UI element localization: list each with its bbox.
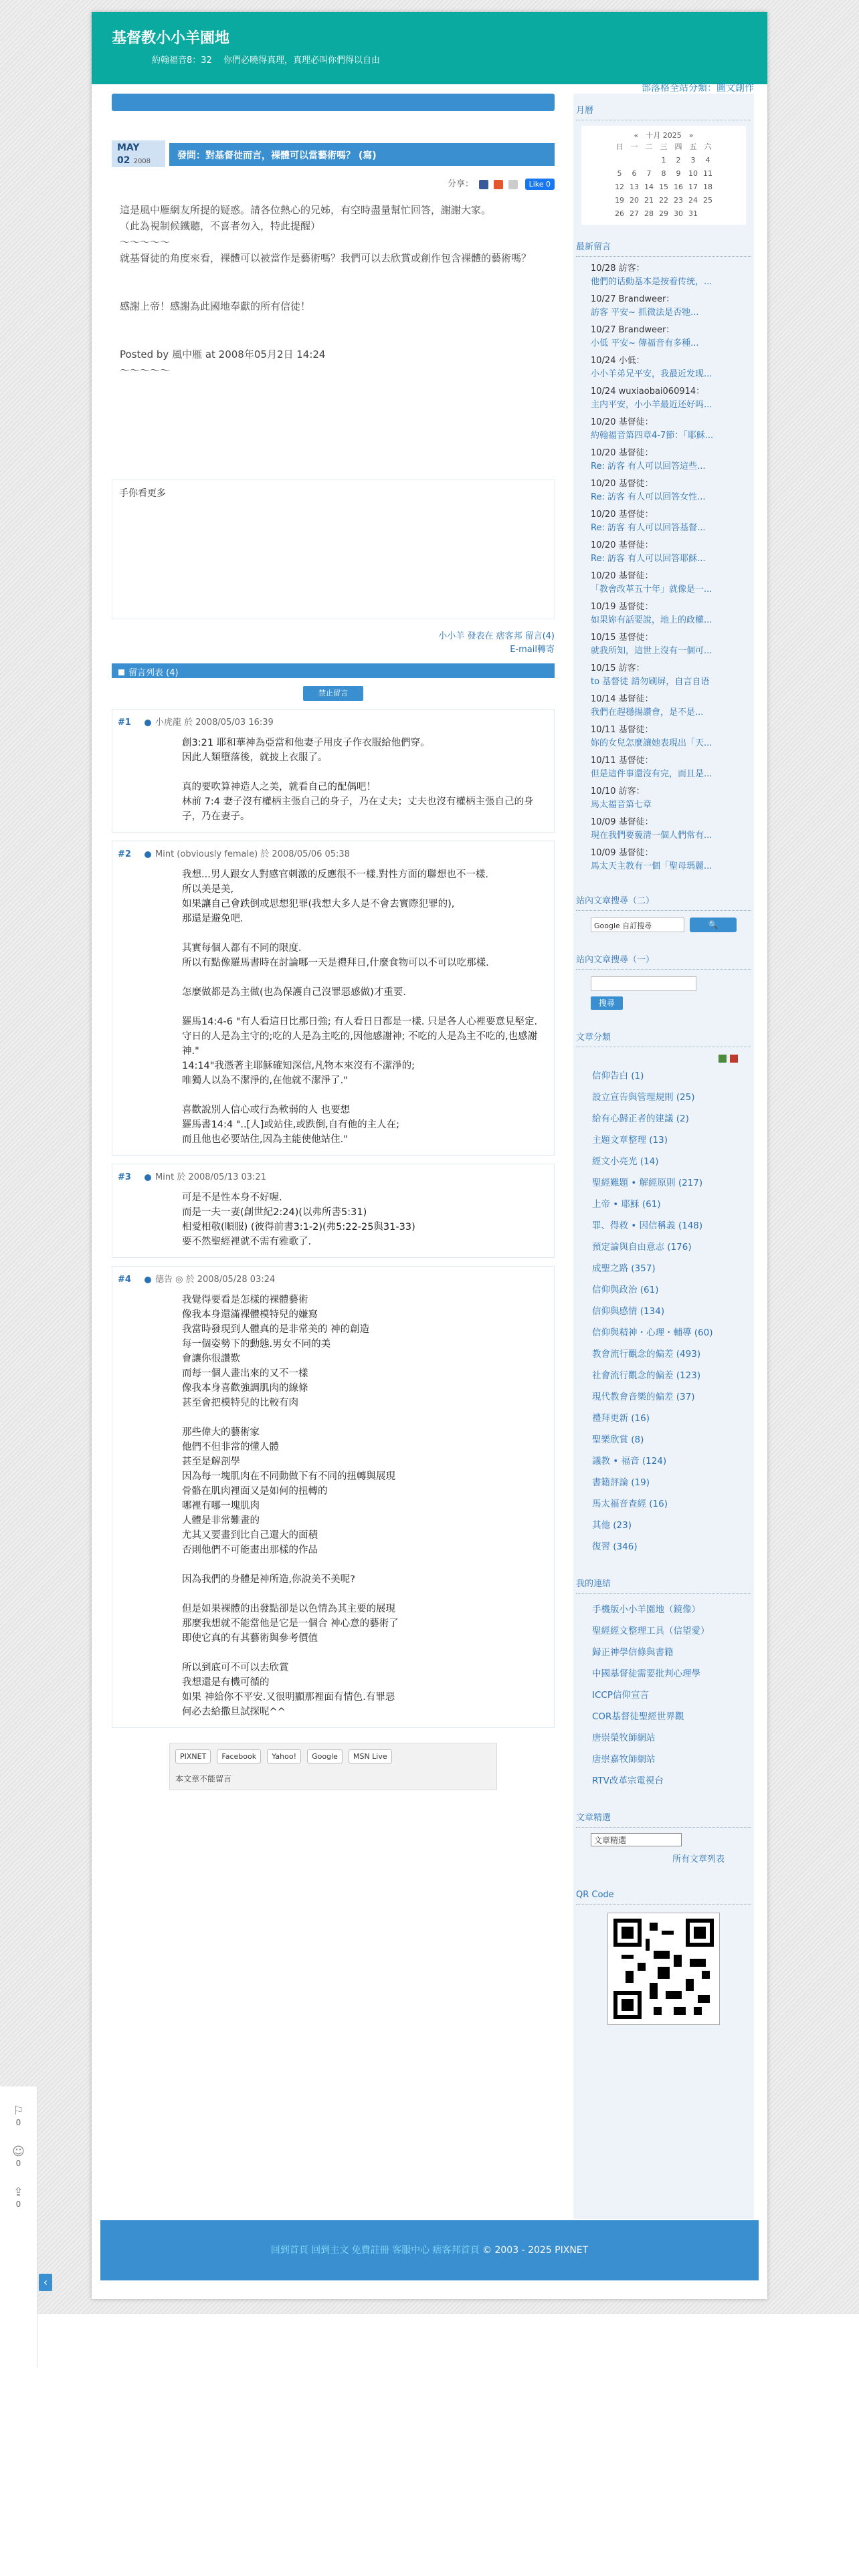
comment-meta: 小虎龍 於 2008/05/03 16:39	[155, 718, 274, 728]
comment-number: #4	[118, 1275, 131, 1285]
blog-link[interactable]: 中國基督徒需要批判心理學	[592, 1669, 700, 1679]
links-list	[592, 1599, 745, 1792]
google-search	[591, 918, 737, 932]
archive-title: 文章精選	[576, 1810, 751, 1828]
post-month: MAY	[117, 142, 140, 153]
sidebar	[573, 94, 754, 2219]
blog-subtitle: 約翰福音8：32 你們必曉得真理，真理必叫你們得以自由	[152, 56, 380, 66]
recent-comment-link[interactable]: 訪客 平安~ 抓微法是否牠...	[591, 308, 699, 318]
recent-comment-link[interactable]: 小低 平安~ 傳福音有多種...	[591, 338, 699, 348]
share-row	[112, 177, 555, 190]
user-icon	[145, 1174, 151, 1181]
share-item[interactable]	[0, 2185, 37, 2209]
reaction-item[interactable]	[0, 2145, 37, 2168]
calendar-weekdays: 日 一 二 三 四 五 六	[615, 142, 712, 151]
recent-comment-link[interactable]: to 基督徒 請勿刷屏，自言自语	[591, 677, 710, 687]
post-paragraph: ～～～～～	[120, 364, 171, 377]
recent-comment-link[interactable]: Re: 訪客 有人可以回答女性...	[591, 492, 706, 502]
recent-comment-link[interactable]: 馬太天主教有一個「聖母瑪麗...	[591, 861, 712, 871]
category-link[interactable]: 信仰與政治 (61)	[592, 1285, 659, 1295]
like-button[interactable]: Like 0	[525, 179, 555, 190]
bookmark-item[interactable]	[0, 2104, 37, 2127]
post-header	[112, 140, 555, 167]
category-link[interactable]: 復習 (346)	[592, 1541, 638, 1552]
blog-header	[92, 12, 767, 94]
user-icon	[145, 851, 151, 858]
calendar-week: 1 2 3 4	[661, 156, 710, 165]
recent-comment-link[interactable]: 馬太福音第七章	[591, 800, 652, 810]
email-forward-link[interactable]: E-mail轉寄	[510, 645, 555, 655]
blog-link[interactable]: 唐崇榮牧師網站	[592, 1733, 656, 1743]
category-link[interactable]: 設立宣告與管理規則 (25)	[592, 1092, 695, 1103]
recent-comment-link[interactable]: Re: 訪客 有人可以回答這些...	[591, 461, 706, 471]
recent-comments-list: 10/28 訪客： 他們的话動基本是按着传统，... 10/27 Brandweer： 訪客 平安~ 抓微法是否牠... 10/27 Brandweer： 小低 平安~ 傳福音有多種... 10/24 小低： 小小羊弟兄平安，我最近发现... 10/24 wuxiaobai060914： 主内平安，小小羊最近还好吗... 10/20 基督徒： 約翰福音第四章4-7節：「耶穌... 10/20 基督徒： Re: 訪客 有人可以回答這些... 10/20 基督徒： Re: 訪客 有人可以回答女性... 10/20 基督徒： Re: 訪客 有人可以回答基督... 10/20 基督徒： Re: 訪客 有人可以回答耶穌... 10/20 基督徒： 「教會改革五十年」就像是一... 10/19 基督徒： 如果妳有話要說，地上的政權... 10/15 基督徒： 就我所知，這世上沒有一個可... 10/15 訪客： to 基督徒 請勿刷屏，自言自语 10/14 基督徒： 我們在趕穩揚讚會，是不是... 10/11 基督徒： 妳的女兒怎麼讓她表現出「天... 10/11 基督徒： 但是這件事還沒有完，而且是... 10/10 訪客： 馬太福音第七章 10/09 基督徒： 現在我們要藐清一個人們常有... 10/09 基督徒： 馬太天主教有一個「聖母瑪麗...	[591, 262, 745, 873]
category-link[interactable]: 信仰與感情 (134)	[592, 1306, 665, 1317]
site-search-input[interactable]	[591, 976, 696, 991]
recent-comment-link[interactable]: 妳的女兒怎麼讓她表現出「天...	[591, 738, 712, 748]
collapse-toolbar-button[interactable]	[39, 2274, 52, 2291]
recent-comment-link[interactable]: 主内平安，小小羊最近还好吗...	[591, 400, 712, 410]
share-google-button[interactable]: Google	[307, 1749, 343, 1763]
blog-link[interactable]: ICCP信仰宣言	[592, 1690, 649, 1701]
recent-comment-link[interactable]: 約翰福音第四章4-7節：「耶穌...	[591, 431, 714, 441]
category-link[interactable]: 經文小亮光 (14)	[592, 1156, 659, 1167]
recent-comment-link[interactable]: 他們的话動基本是按着传统，...	[591, 277, 712, 287]
category-link[interactable]: 預定論與自由意志 (176)	[592, 1242, 692, 1253]
user-icon	[145, 1277, 151, 1283]
chevron-left-icon: ‹	[43, 2276, 48, 2288]
blog-link[interactable]: RTV改革宗電視台	[592, 1776, 664, 1786]
category-link[interactable]: 成聖之路 (357)	[592, 1263, 656, 1274]
read-more-label[interactable]: 手你看更多	[119, 488, 166, 499]
blog-link[interactable]: 歸正神學信條與書籍	[592, 1647, 674, 1658]
comments-title: 留言列表 (4)	[128, 668, 179, 678]
calendar	[581, 126, 746, 225]
category-link[interactable]: 上帝 • 耶穌 (61)	[592, 1199, 661, 1210]
calendar-header[interactable]: « 十月 2025 »	[634, 131, 694, 140]
forbid-comment-button[interactable]: 禁止留言	[303, 686, 363, 701]
categories-list	[592, 1065, 745, 1558]
recent-comment-link[interactable]: 現在我們要藐清一個人們常有...	[591, 831, 712, 841]
calendar-week: 19 20 21 22 23 24 25	[615, 196, 712, 205]
post-meta	[112, 630, 555, 657]
category-link[interactable]: 書籍評論 (19)	[592, 1477, 650, 1488]
site-search	[591, 976, 737, 1010]
calendar-week: 5 6 7 8 9 10 11	[617, 169, 712, 178]
post-paragraph: （此為視制候鐵聽，不喜者勿入，特此提醒）	[120, 220, 321, 232]
post-day: 02	[117, 155, 130, 166]
recent-comment-link[interactable]: 但是這件事還沒有完，而且是...	[591, 769, 712, 779]
links-title: 我的連結	[576, 1576, 751, 1594]
share-label: 分享：	[447, 179, 474, 189]
site-category[interactable]: 部落格全站分類：圖文創作	[642, 83, 754, 94]
comment-item	[112, 1266, 555, 1728]
category-link[interactable]: 馬太福音查經 (16)	[592, 1499, 668, 1509]
top-bar	[112, 94, 555, 111]
post-content	[120, 202, 547, 379]
calendar-week: 12 13 14 15 16 17 18	[615, 183, 712, 191]
comment-body: 可是不是性本身不好喔. 而是一夫一妻(創世紀2:24)(以弗所書5:31) 相愛相敬(順服) (彼得前書3:1-2)(弗5:22-25與31-33) 要不然聖經裡就不需有雅歌了.	[182, 1192, 415, 1247]
comment-body: 我想...男人跟女人對感官刺激的反應很不一樣.對性方面的聯想也不一樣. 所以美是美, 如果讓自己會跌倒或思想犯罪(我想大多人是不會去實際犯罪的), 那還是避免吧. 其實每個人都有不同的限度. 所以有點像羅馬書時在討論哪一天是禮拜日,什麼食物可以不可以吃那樣. 怎麼做都是為主做(也為保護自己沒罪惡感做)才重要. 羅馬14:4-6 "有人看這日比那日強; 有人看日日都是一樣. 只是各人心裡要意見堅定. 守日的人是為主守的;吃的人是為主吃的,因他感謝神; 不吃的人是為主不吃的,也感謝神." 14:14"我憑著主耶穌確知深信,凡物本來沒有不潔淨的; 唯獨人以為不潔淨的,在他就不潔淨了." 喜歡說別人信心或行為軟弱的人 也要想 羅馬書14:4 "..[人]或站住,或跌倒,自有他的主人在; 而且他也必要站住,因為主能使他站住."	[182, 869, 538, 1145]
expand-icon[interactable]	[719, 1055, 727, 1063]
site-search-title: 站內文章搜尋（一）	[576, 952, 751, 970]
bookmark-count: 0	[15, 2118, 21, 2127]
recent-comment-link[interactable]: 小小羊弟兄平安，我最近发现...	[591, 369, 712, 379]
footer	[100, 2220, 759, 2280]
blog-container	[92, 12, 767, 2299]
category-link[interactable]: 議教 • 福音 (124)	[592, 1456, 667, 1467]
comments-icon	[118, 669, 124, 675]
blog-link[interactable]: 唐崇嘉牧師網站	[592, 1754, 656, 1765]
category-link[interactable]: 信仰與精神・心理・輔導 (60)	[592, 1327, 713, 1338]
post-paragraph: 感謝上帝！感謝為此國地奉獻的所有信徒！	[120, 300, 311, 312]
comment-item	[112, 709, 555, 833]
google-search-input[interactable]: Google 自訂搜尋	[591, 918, 684, 932]
comment-body: 我覺得要看是怎樣的裸體藝術 像我本身還滿裸體模特兒的嫌寫 我當時發現到人體真的是非常美的 神的創造 每一個姿勢下的動態.男女不同的美 會讓你很讚歎 而每一個人畫出來的又不一樣 像我本身喜歡強調肌肉的線條 甚至會把模特兒的比較有肉 那些偉大的藝術家 他們不但非常的懂人體 甚至是解剖學 因為每一塊肌肉在不同動做下有不同的扭轉與展現 骨骼在肌肉裡面又是如何的扭轉的 哪裡有哪一塊肌肉 人體是非常難畫的 尤其又要畫到比自己還大的面積 否則他們不可能畫出那樣的作品 因為我們的身體是神所造,你說美不美呢? 但是如果裸體的出發點卻是以色情為其主要的展現 那麼我想就不能當他是它是一個合 神心意的藝術了 即使它真的有其藝術與參考價值 所以到底可不可以去欣賞 我想還是有機可循的 如果 神給你不平安.又很明顯那裡面有情色.有罪惡 何必去給撒旦試探呢^^	[182, 1295, 399, 1717]
category-link[interactable]: 禮拜更新 (16)	[592, 1413, 650, 1424]
category-link[interactable]: 給有心歸正者的建議 (2)	[592, 1113, 689, 1124]
categories-title: 文章分類	[576, 1030, 751, 1047]
archive-select[interactable]: 文章精選	[591, 1833, 682, 1846]
post-author-line[interactable]: 小小羊 發表在 痞客邦 留言(4)	[438, 631, 555, 641]
recent-comments-title: 最新留言	[576, 239, 751, 257]
category-link[interactable]: 社會流行觀念的偏差 (123)	[592, 1370, 701, 1381]
search-button[interactable]	[690, 918, 737, 932]
footer-links[interactable]: 回到首頁 回到主文 免費註冊 客服中心 痞客邦首頁	[270, 2245, 480, 2256]
read-more-box	[112, 479, 555, 619]
comment-body: 創3:21 耶和華神為亞當和他妻子用皮子作衣服給他們穿。 因此人類墮落後，就披上衣服了。 真的要吹算神造人之美，就看自己的配偶吧！ 林前 7:4 妻子沒有權柄主張自己的身子，乃在丈夫；丈夫也沒有權柄主張自己的身子，乃在妻子。	[182, 738, 534, 822]
qr-title: QR Code	[576, 1890, 751, 1905]
comment-number: #2	[118, 849, 131, 859]
post-date	[112, 140, 165, 167]
recent-comment-link[interactable]: 如果妳有話要說，地上的政權...	[591, 615, 712, 625]
plurk-icon[interactable]	[494, 180, 503, 189]
category-link[interactable]: 信仰告白 (1)	[592, 1071, 644, 1081]
share-msn-button[interactable]: MSN Live	[349, 1749, 392, 1763]
calendar-title: 月曆	[576, 103, 751, 120]
main-column	[112, 94, 555, 1790]
recent-comment-link[interactable]: 我們在趕穩揚讚會，是不是...	[591, 708, 704, 718]
blog-title[interactable]: 基督教小小羊園地	[112, 30, 230, 47]
comment-item	[112, 1164, 555, 1258]
share-icon: ⇪	[13, 2185, 24, 2199]
post-year: 2008	[133, 158, 151, 165]
comment-meta: 德告 ◎ 於 2008/05/28 03:24	[155, 1275, 276, 1285]
facebook-icon[interactable]	[479, 180, 488, 189]
share-pixnet-button[interactable]: PIXNET	[175, 1749, 211, 1763]
category-link[interactable]: 現代教會音樂的偏差 (37)	[592, 1392, 695, 1402]
post-paragraph: 這是風中雁網友所提的疑惑。請各位熱心的兄姊，有空時盡量幫忙回答，謝謝大家。	[120, 204, 492, 216]
comment-item	[112, 841, 555, 1156]
category-link[interactable]: 其他 (23)	[592, 1520, 632, 1531]
comment-meta: Mint 於 2008/05/13 03:21	[155, 1172, 266, 1182]
comments-closed-note: 本文章不能留言	[175, 1774, 232, 1784]
comment-number: #3	[118, 1172, 131, 1182]
blog-link[interactable]: COR基督徒聖經世界觀	[592, 1711, 684, 1722]
blog-link[interactable]: 手機版小小羊園地（鏡像）	[592, 1604, 700, 1615]
recent-comment-link[interactable]: 就我所知，這世上沒有一個可...	[591, 646, 712, 656]
comment-meta: Mint (obviously female) 於 2008/05/06 05:38	[155, 849, 350, 859]
share-count: 0	[15, 2199, 21, 2209]
recent-comment-link[interactable]: Re: 訪客 有人可以回答耶穌...	[591, 554, 706, 564]
all-articles-link[interactable]: 所有文章列表	[672, 1854, 725, 1864]
calendar-week: 26 27 28 29 30 31	[615, 209, 698, 218]
qr-code-icon	[613, 1919, 714, 2019]
collapse-icon[interactable]	[730, 1055, 738, 1063]
user-icon	[145, 720, 151, 726]
comment-number: #1	[118, 718, 131, 728]
qr-code	[607, 1913, 720, 2025]
recent-comment-link[interactable]: 「教會改革五十年」就像是一...	[591, 584, 712, 595]
floating-toolbar	[0, 2086, 37, 2367]
post-paragraph: 就基督徒的角度來看，裸體可以被當作是藝術嗎？我們可以去欣賞或創作包含裸體的藝術嗎？	[120, 252, 532, 264]
footer-copyright: © 2003 - 2025 PIXNET	[482, 2245, 589, 2256]
category-link[interactable]: 聖經難題 • 解經原則 (217)	[592, 1178, 703, 1188]
category-link[interactable]: 罪、得救 • 因信稱義 (148)	[592, 1220, 703, 1231]
share-yahoo-button[interactable]: Yahoo!	[267, 1749, 301, 1763]
comments-header	[112, 663, 555, 678]
category-link[interactable]: 主題文章整理 (13)	[592, 1135, 668, 1146]
twitter-icon[interactable]	[508, 180, 518, 189]
blog-link[interactable]: 聖經經文整理工具（信望愛）	[592, 1626, 710, 1636]
rss-icons	[576, 1053, 738, 1065]
post-signature: Posted by 風中雁 at 2008年05月2日 14:24	[120, 348, 326, 360]
site-search-button[interactable]: 搜尋	[591, 996, 623, 1010]
post-paragraph: ～～～～～	[120, 236, 171, 248]
category-link[interactable]: 教會流行觀念的偏差 (493)	[592, 1349, 701, 1360]
face-icon: ☺	[12, 2145, 25, 2159]
search-icon: 🔍	[708, 920, 719, 930]
share-bar	[169, 1743, 497, 1790]
share-facebook-button[interactable]: Facebook	[217, 1749, 261, 1763]
post-title[interactable]: 發問：對基督徒而言，裸體可以當藝術嗎？ (寫)	[169, 143, 555, 166]
recent-comment-link[interactable]: Re: 訪客 有人可以回答基督...	[591, 523, 706, 533]
category-link[interactable]: 聖樂欣賞 (8)	[592, 1434, 644, 1445]
reaction-count: 0	[15, 2159, 21, 2168]
google-search-title: 站內文章搜尋（二）	[576, 893, 751, 911]
bookmark-icon: ⚐	[13, 2104, 24, 2118]
